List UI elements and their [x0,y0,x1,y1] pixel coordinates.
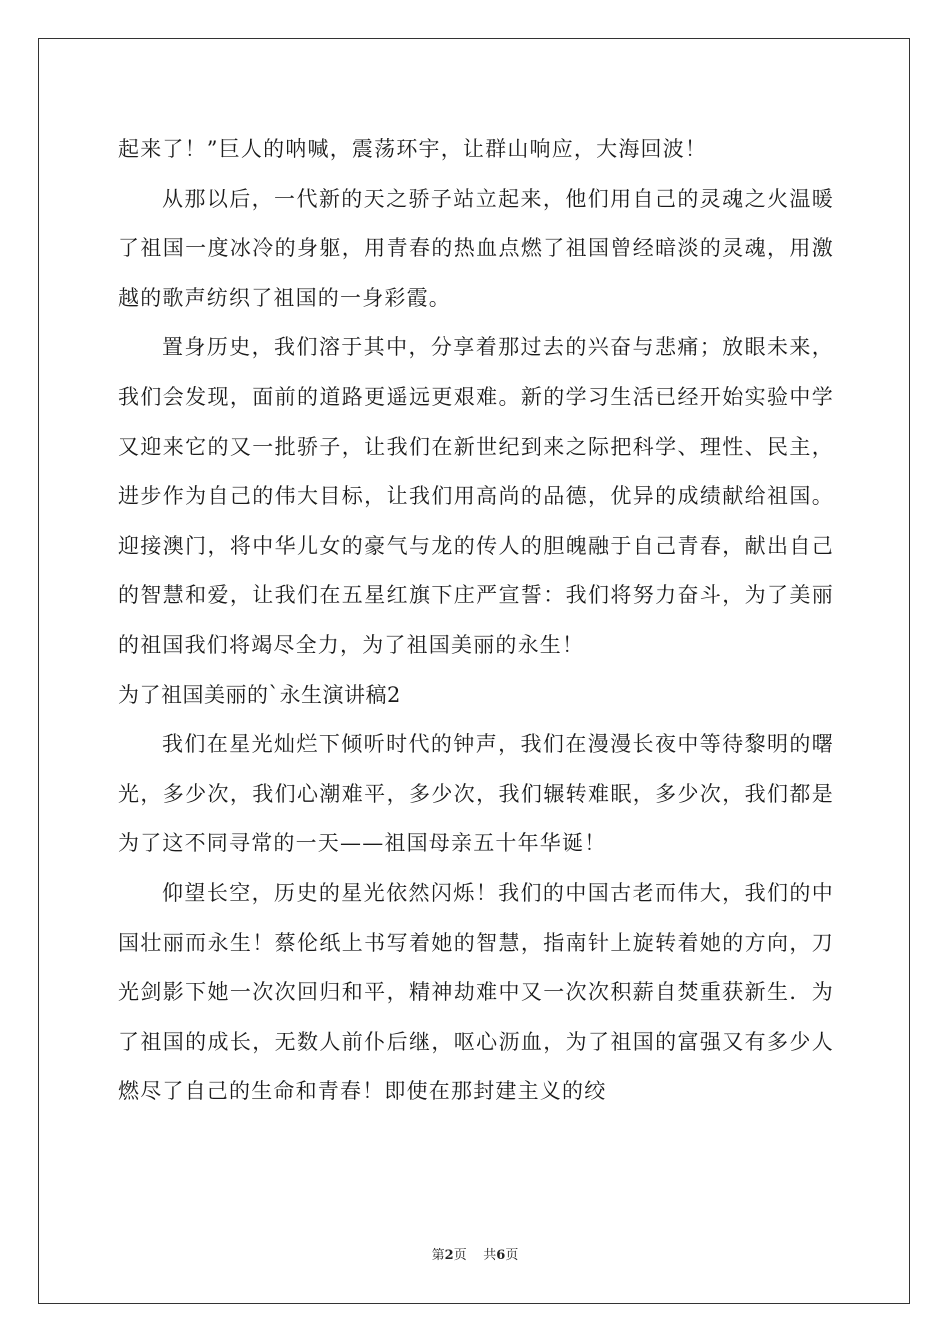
paragraph: 仰望长空，历史的星光依然闪烁！我们的中国古老而伟大，我们的中国壮丽而永生！蔡伦纸上书写着她的智慧，指南针上旋转着她的方向，刀光剑影下她一次次回归和平，精神劫难中又一次次积薪自焚重获新生．为了祖国的成长，无数人前仆后继，呕心沥血，为了祖国的富强又有多少人燃尽了自己的生命和青春！即使在那封建主义的绞 [118,880,834,1104]
page-suffix: 页 [453,1248,467,1263]
document-body [118,125,834,1117]
paragraph: 我们在星光灿烂下倾听时代的钟声，我们在漫漫长夜中等待黎明的曙光，多少次，我们心潮难平，多少次，我们辗转难眠，多少次，我们都是为了这不同寻常的一天——祖国母亲五十年华诞！ [118,732,834,856]
page-footer [0,1244,950,1263]
section-heading: 为了祖国美丽的`永生演讲稿2 [118,682,401,707]
page-prefix: 第 [431,1248,445,1263]
paragraph: 置身历史，我们溶于其中，分享着那过去的兴奋与悲痛；放眼未来，我们会发现，面前的道路更遥远更艰难。新的学习生活已经开始实验中学又迎来它的又一批骄子，让我们在新世纪到来之际把科学、理性、民主，进步作为自己的伟大目标，让我们用高尚的品德，优异的成绩献给祖国。迎接澳门，将中华儿女的豪气与龙的传人的胆魄融于自己青春，献出自己的智慧和爱，让我们在五星红旗下庄严宣誓：我们将努力奋斗，为了美丽的祖国我们将竭尽全力，为了祖国美丽的永生！ [118,335,834,657]
paragraph: 从那以后，一代新的天之骄子站立起来，他们用自己的灵魂之火温暖了祖国一度冰冷的身躯，用青春的热血点燃了祖国曾经暗淡的灵魂，用激越的歌声纺织了祖国的一身彩霞。 [118,186,834,310]
total-pages: 6 [496,1248,506,1263]
total-prefix: 共 [483,1248,497,1263]
total-suffix: 页 [505,1248,519,1263]
page-number: 2 [444,1248,454,1263]
paragraph-continuation: 起来了！”巨人的呐喊，震荡环宇，让群山响应，大海回波！ [118,137,708,161]
